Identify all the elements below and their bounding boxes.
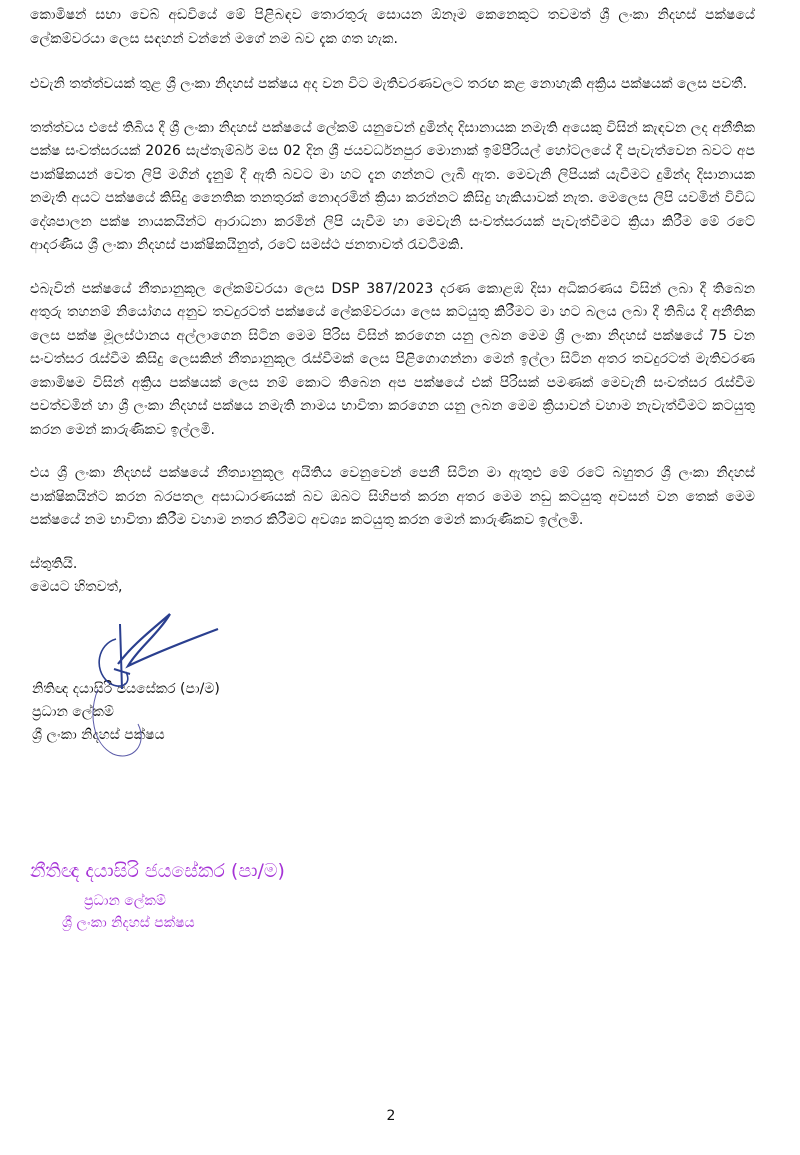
closing-regards: මෙයට හිතවත්,	[30, 579, 123, 595]
paragraph-1: කොමිෂන් සභා වෙබ් අඩවියේ මේ පිළිබඳව තොරතුරු සොයන ඕනෑම කෙනෙකුට තවමත් ශ්‍රී ලංකා නිදහස් පක්ෂයේ ලේකම්වරයා ලෙස සඳහන් වන්නේ මගේ නම බව දැක ගත හැක.	[30, 7, 755, 47]
stamp-name: නීතිඥ දයාසිරි ජයසේකර (පා/ම)	[30, 860, 285, 882]
stamp-org: ශ්‍රී ලංකා නිදහස් පක්ෂය	[62, 915, 195, 931]
letter-body	[30, 4, 755, 747]
paragraph-3: තත්ත්වය එසේ තිබිය දී ශ්‍රී ලංකා නිදහස් පක්ෂයේ ලේකම් යනුවෙන් දුමින්ද දිසානායක නමැති අයෙකු විසින් කැඳවන ලද අනීතික පක්ෂ සංවත්සරයක් 2026 සැප්තැම්බර් මස 02 දින ශ්‍රී ජයවර්ධනපුර මොනාක් ඉම්පීරියල් හෝටලයේ දී පැවැත්වෙන බවට අප පාක්ෂිකයන් වෙත ලිපි මගින් දැනුම් දී ඇති බවට මා හට දැන ගන්නට ලැබී ඇත. මෙවැනි ලිපියක් යැවීමට දුමින්ද දිසානායක නමැති අයට පක්ෂයේ කිසිදු නෛතික තනතුරක් නොදරමින් ක්‍රියා කරන්නට කිසිදු හැකියාවක් නැත. මෙලෙස ලිපි යවමින් විවිධ දේශපාලන පක්ෂ නායකයින්ට ආරාධනා කරමින් ලිපි යැවීම හා මෙවැනි සංවත්සරයක් පැවැත්වීමට ක්‍රියා කිරීම මේ රටේ ආදරණීය ශ්‍රී ලංකා නිදහස් පාක්ෂිකයිනුත්, රටේ සමස්ථ ජනතාවත් රැවටීමකි.	[30, 119, 755, 253]
signer-name: නිතිඥ දයාසිරි ජයසේකර (පා/ම)	[32, 680, 220, 697]
closing-thanks: ස්තුතියි.	[30, 555, 78, 572]
stamp-title: ප්‍රධාන ලේකම්	[84, 893, 166, 909]
closing-block	[30, 553, 755, 600]
name-stamp	[30, 858, 390, 934]
paragraph-5: එය ශ්‍රී ලංකා නිදහස් පක්ෂයේ නීත්‍යානුකූල අයිතිය වෙනුවෙන් පෙනී සිටින මා ඇතුළු මේ රටේ බහුතර ශ්‍රී ලංකා නිදහස් පාක්ෂිකයින්ට කරන බරපතල අසාධාරණයක් බව ඔබට සිහිපත් කරන අතර මෙම නඩු කටයුතු අවසන් වන තෙක් මෙම පක්ෂයේ නම භාවිතා කිරීම වහාම නතර කිරීමට අවශ්‍ය කටයුතු කරන මෙන් කාරුණිකව ඉල්ලමි.	[30, 465, 755, 528]
page-number: 2	[386, 1108, 396, 1124]
signer-title: ප්‍රධාන ලේකම්	[32, 703, 114, 720]
handwritten-signature	[58, 594, 258, 774]
signature-area	[30, 600, 755, 678]
paragraph-2: එවැනි තත්ත්වයක් තුළ ශ්‍රී ලංකා නිදහස් පක්ෂය අද වන විට මැතිවරණවලට තරඟ කළ නොහැකි අක්‍රිය පක්ෂයක් ලෙස පවතී.	[30, 76, 748, 92]
paragraph-4: එබැවින් පක්ෂයේ නීත්‍යානුකූල ලේකම්වරයා ලෙස DSP 387/2023 දරණ කොළඹ දිසා අධිකරණය විසින් ලබා දී තිබෙන අතුරු තහනම් නියෝගය අනුව තවදුරටත් පක්ෂයේ ලේකම්වරයා ලෙස කටයුතු කිරීමට මා හට බලය ලබා දී තිබිය දී අනීතික ලෙස පක්ෂ මූලස්ථානය අල්ලාගෙන සිටින මෙම පිරිස විසින් කරගෙන යනු ලබන මෙම ශ්‍රී ලංකා නිදහස් පක්ෂයේ 75 වන සංවත්සර රැස්වීම කිසිදු ලෙසකින් නීත්‍යානුකූල රැස්වීමක් ලෙස පිළිගොගන්නා මෙන් ඉල්ලා සිටින අතර තවදුරටත් මැතිවරණ කොමිෂම විසින් අක්‍රිය පක්ෂයක් ලෙස නම් කොට තිබෙන අප පක්ෂයේ එක් පිරිසක් පමණක් මෙවැනි සංවත්සර රැස්වීම පවත්වමින් හා ශ්‍රී ලංකා නිදහස් පක්ෂය නමැති නාමය භාවිතා කරගෙන යනු ලබන මෙම ක්‍රියාවන් වහාම නැවැත්වීමට කටයුතු කරන මෙන් කාරුණිකව ඉල්ලමි.	[30, 280, 755, 438]
signer-org: ශ්‍රී ලංකා නිදහස් පක්ෂය	[32, 726, 165, 743]
